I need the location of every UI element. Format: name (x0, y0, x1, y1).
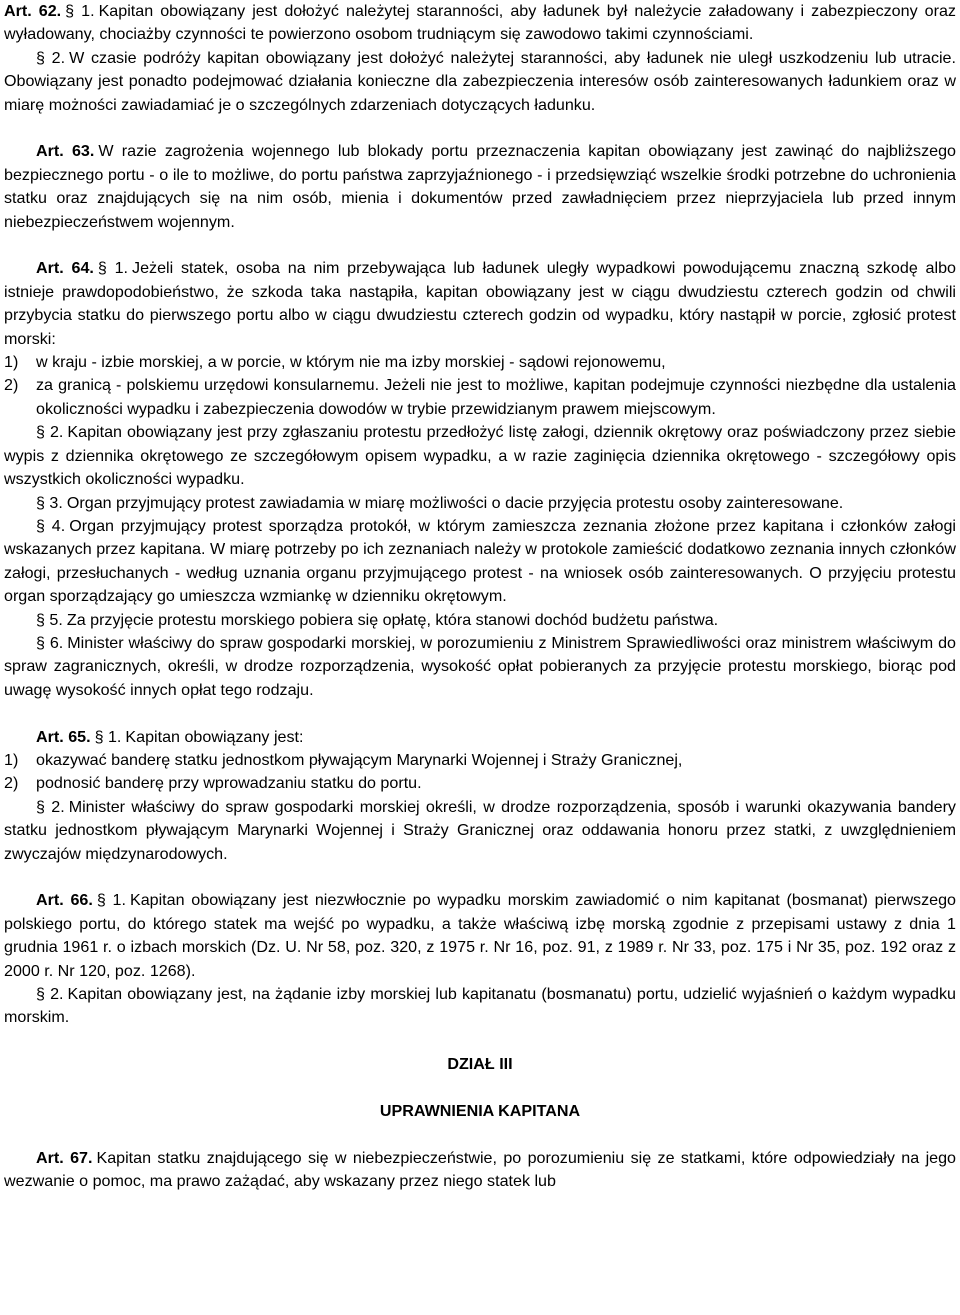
paragraph-text: Kapitan obowiązany jest: (125, 727, 304, 746)
section-number: § 1. (94, 727, 122, 746)
section-number: § 2. (36, 423, 64, 442)
paragraph-gap (4, 1030, 956, 1053)
paragraph-gap (4, 1123, 956, 1146)
list-number: 1) (4, 750, 19, 769)
section-number: § 6. (36, 633, 64, 652)
paragraph (4, 1147, 956, 1194)
paragraph-text: podnosić banderę przy wprowadzaniu statku do portu. (36, 774, 422, 793)
paragraph-gap (4, 117, 956, 140)
paragraph (4, 257, 956, 351)
section-number: § 4. (36, 516, 66, 535)
paragraph-text: za granicą - polskiemu urzędowi konsularnemu. Jeżeli nie jest to możliwe, kapitan podejmuje czynności niezbędne dla ustalenia okoliczności wypadku i zabezpieczenia dowodów w trybie przewidzianym prawem miejscowym. (36, 376, 956, 418)
list-item (4, 749, 956, 772)
paragraph (4, 889, 956, 983)
section-number: § 5. (36, 610, 63, 629)
paragraph-text: Kapitan statku znajdującego się w niebezpieczeństwie, po porozumieniu się ze statkami, które odpowiedziały na jego wezwanie o pomoc, ma prawo zażądać, aby wskazany przez niego statek lub (4, 1148, 956, 1191)
paragraph-gap (4, 234, 956, 257)
paragraph-text: Minister właściwy do spraw gospodarki morskiej, w porozumieniu z Ministrem Sprawiedliwości oraz ministrem właściwym do spraw zagranicznych, określi, w drodze rozporządzenia, wysokość opłat pobieranych za przyjęcie protestu morskiego, biorąc pod uwagę wysokość innych opłat tego rodzaju. (4, 633, 956, 699)
paragraph-text: Minister właściwy do spraw gospodarki morskiej określi, w drodze rozporządzenia, sposób i warunki okazywania bandery statku jednostkom pływającym Marynarki Wojennej i Straży Granicznej oraz oddawania honoru przez statki, z uwzględnieniem zwyczajów międzynarodowych. (4, 797, 956, 863)
paragraph-text: Za przyjęcie protestu morskiego pobiera się opłatę, która stanowi dochód budżetu państwa. (66, 610, 719, 629)
section-number: § 2. (36, 797, 65, 816)
paragraph (4, 515, 956, 609)
paragraph-text: Jeżeli statek, osoba na nim przebywająca lub ładunek uległy wypadkowi powodującemu znaczną szkodę albo istnieje prawdopodobieństwo, że szkoda taka nastąpiła, kapitan obowiązany jest w ciągu dwudziestu czterech godzin od chwili przybycia statku do pierwszego portu albo w ciągu dwudziestu czterech godzin od wypadku, który nastąpił w porcie, zgłosić protest morski: (4, 259, 956, 348)
list-item (4, 351, 956, 374)
paragraph-text: Kapitan obowiązany jest, na żądanie izby morskiej lub kapitanatu (bosmanatu) portu, udzielić wyjaśnień o każdym wypadku morskim. (4, 985, 956, 1027)
section-number: § 1. (65, 2, 95, 20)
section-number: § 1. (97, 259, 129, 278)
paragraph (4, 47, 956, 117)
list-item (4, 772, 956, 795)
section-number: § 2. (36, 48, 66, 67)
article-number: Art. 64. (36, 259, 94, 278)
article-number: Art. 66. (36, 891, 93, 910)
section-number: § 1. (96, 891, 126, 910)
paragraph (4, 609, 956, 632)
paragraph-text: W czasie podróży kapitan obowiązany jest dołożyć należytej staranności, aby ładunek nie uległ uszkodzeniu lub utracie. Obowiązany jest ponadto podejmować działania konieczne dla zabezpieczenia interesów osób zainteresowanych ładunkiem oraz w miarę możności zawiadamiać je o szczególnych zdarzeniach dotyczących ładunku. (4, 48, 956, 114)
article-number: Art. 63. (36, 142, 95, 161)
paragraph-text: W razie zagrożenia wojennego lub blokady portu przeznaczenia kapitan obowiązany jest zawinąć do najbliższego bezpiecznego portu - o ile to możliwe, do portu państwa zaprzyjaźnionego - i przedsięwziąć wszelkie środki potrzebne do uchronienia statku oraz znajdujących się na nim osób, mienia i dokumentów przed zawładnięciem przez nieprzyjaciela lub przed innym niebezpieczeństwem wojennym. (4, 142, 956, 231)
list-item (4, 374, 956, 421)
paragraph-text: w kraju - izbie morskiej, a w porcie, w którym nie ma izby morskiej - sądowi rejonowemu, (36, 353, 666, 372)
paragraph (4, 140, 956, 234)
article-number: Art. 65. (36, 727, 91, 746)
paragraph (4, 0, 956, 47)
article-number: Art. 62. (4, 2, 62, 20)
paragraph (4, 983, 956, 1030)
article-number: Art. 67. (36, 1148, 93, 1167)
paragraph-text: Kapitan obowiązany jest niezwłocznie po wypadku morskim zawiadomić o nim kapitanat (bosmanat) pierwszego polskiego portu, do którego statek ma wejść po wypadku, a także właściwą izbę morską zgodnie z przepisami ustawy z dnia 1 grudnia 1961 r. o izbach morskich (Dz. U. Nr 58, poz. 320, z 1975 r. Nr 16, poz. 91, z 1989 r. Nr 33, poz. 175 i Nr 35, poz. 192 oraz z 2000 r. Nr 120, poz. 1268). (4, 891, 957, 980)
list-number: 1) (4, 353, 19, 372)
paragraph (4, 632, 956, 702)
paragraph-text: okazywać banderę statku jednostkom pływającym Marynarki Wojennej i Straży Granicznej, (36, 750, 683, 769)
section-title: UPRAWNIENIA KAPITANA (379, 1102, 581, 1120)
paragraph-gap (4, 1077, 956, 1100)
list-number: 2) (4, 376, 19, 395)
section-number: § 3. (36, 493, 63, 512)
paragraph-text: Organ przyjmujący protest zawiadamia w miarę możliwości o dacie przyjęcia protestu osoby zainteresowane. (66, 493, 844, 512)
paragraph-text: Kapitan obowiązany jest dołożyć należytej staranności, aby ładunek był należycie załadowany i zabezpieczony oraz wyładowany, chociażby czynności te powierzono osobom trudniącym się zawodowo takimi czynnościami. (4, 2, 956, 44)
paragraph-gap (4, 866, 956, 889)
paragraph (4, 421, 956, 491)
list-number: 2) (4, 774, 19, 793)
paragraph-gap (4, 702, 956, 725)
paragraph-text: Kapitan obowiązany jest przy zgłaszaniu protestu przedłożyć listę załogi, dziennik okrętowy oraz poświadczony przez siebie wypis z dziennika okrętowego ze szczegółowym opisem wypadku, a w razie zaginięcia dziennika okrętowego - szczegółowy opis wszystkich okoliczności wypadku. (4, 423, 956, 489)
paragraph (4, 726, 956, 749)
paragraph-text: Organ przyjmujący protest sporządza protokół, w którym zamieszcza zeznania złożone przez kapitana i członków załogi wskazanych przez kapitana. W miarę potrzeby po ich zeznaniach należy w protokole zamieścić dodatkowo zeznania innych członków załogi, przesłuchanych - według uznania organu przyjmującego protest - na wniosek osób zainteresowanych. O przyjęciu protestu organ sporządzający go umieszcza wzmiankę w dzienniku okrętowym. (4, 516, 956, 606)
section-number: § 2. (36, 985, 64, 1003)
paragraph (4, 492, 956, 515)
paragraph (4, 796, 956, 866)
section-title: DZIAŁ III (447, 1055, 513, 1074)
